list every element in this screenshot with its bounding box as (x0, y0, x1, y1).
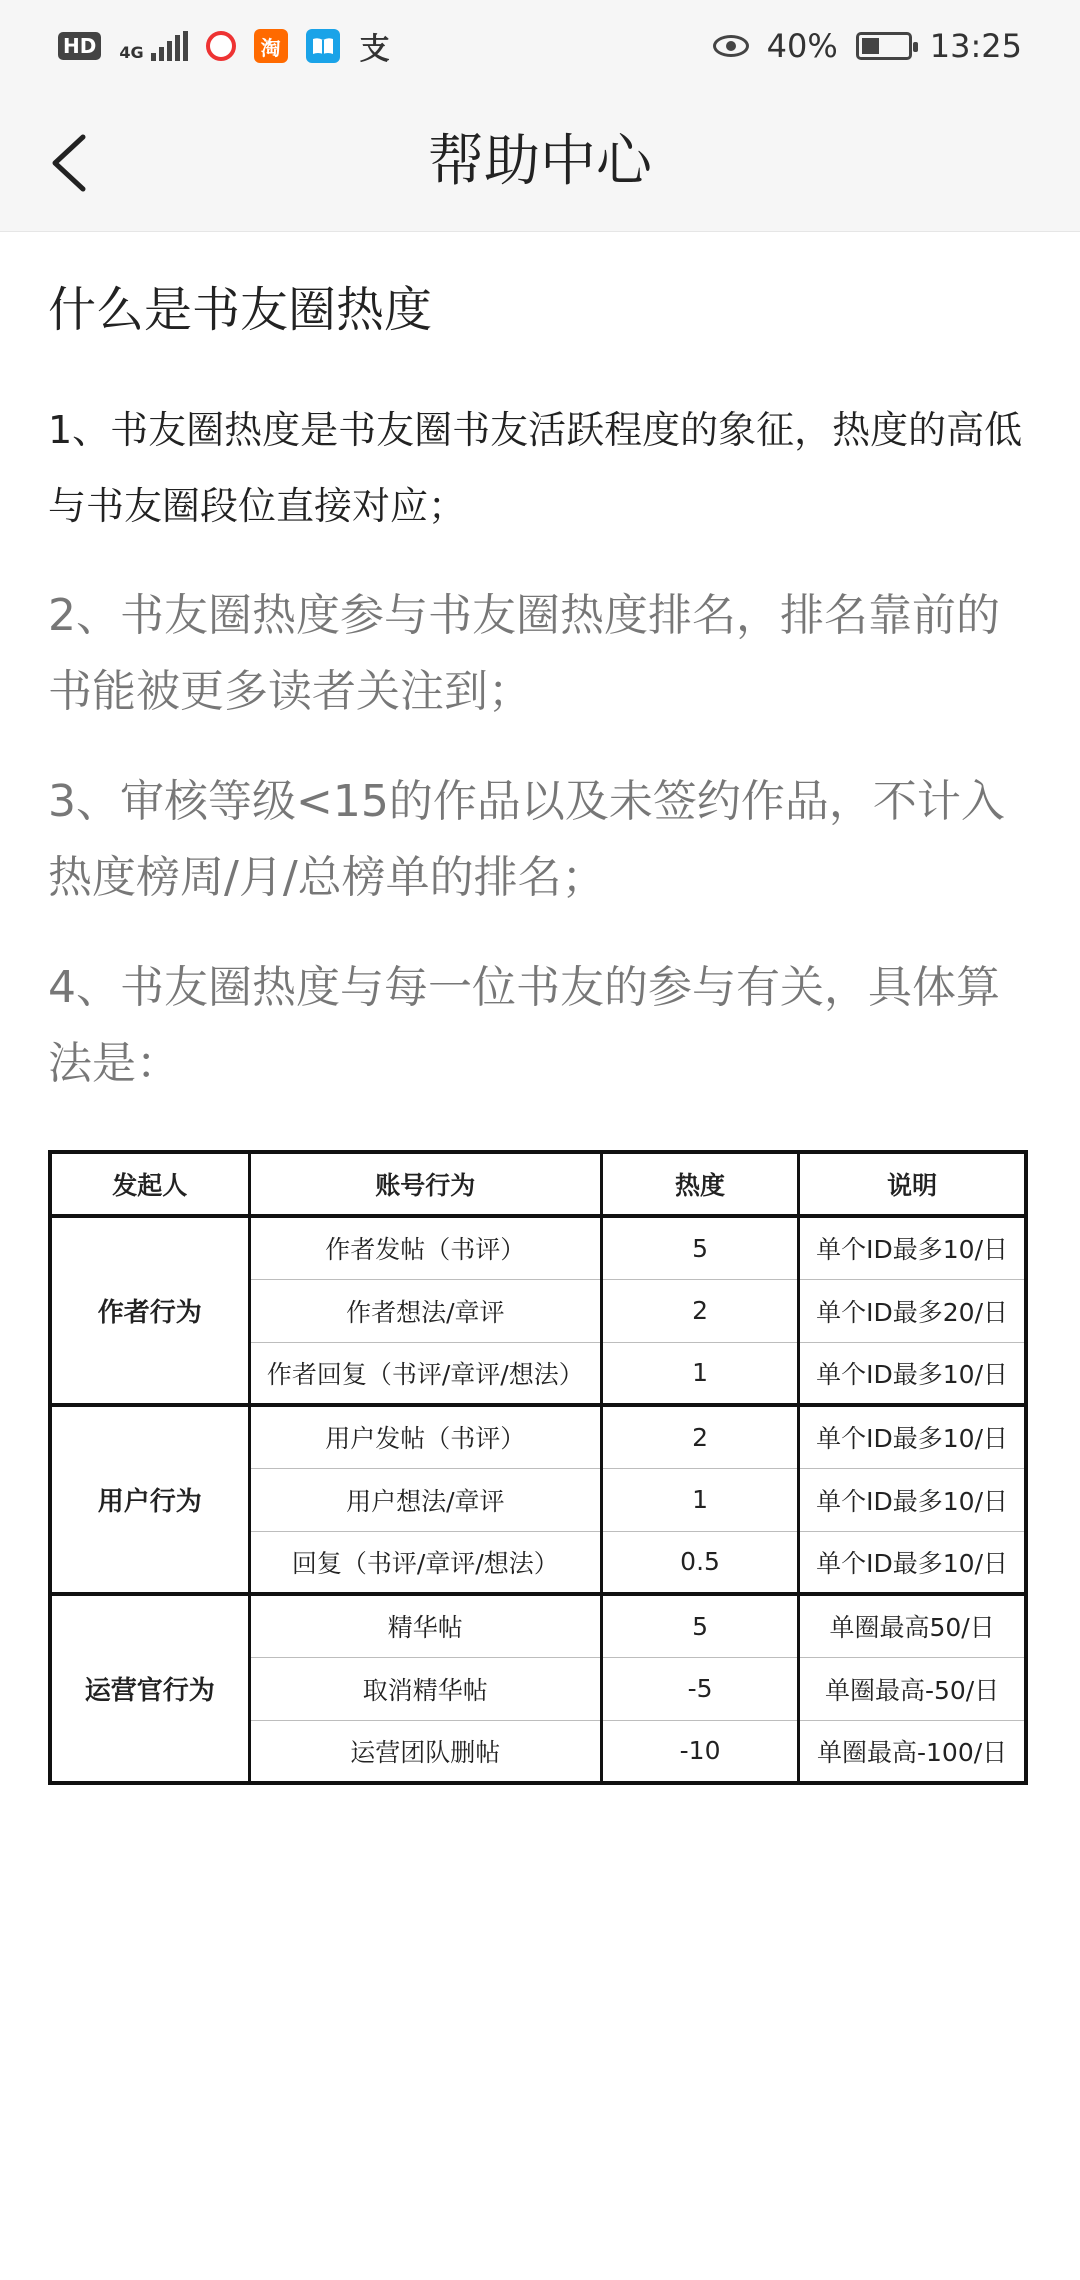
battery-icon (856, 32, 912, 60)
heat-rules-table (48, 1150, 1028, 1785)
cell-heat: 1 (601, 1342, 798, 1405)
cell-note: 单个ID最多20/日 (799, 1279, 1026, 1342)
cell-note: 单个ID最多10/日 (799, 1405, 1026, 1468)
paragraph-2: 2、书友圈热度参与书友圈热度排名，排名靠前的书能被更多读者关注到； (48, 590, 1000, 717)
cell-heat: 1 (601, 1468, 798, 1531)
cell-action: 取消精华帖 (249, 1657, 601, 1720)
cell-action: 用户想法/章评 (249, 1468, 601, 1531)
cell-action: 精华帖 (249, 1594, 601, 1657)
heat-rules-table-container (48, 1150, 1028, 1785)
article-title: 什么是书友圈热度 (48, 282, 433, 338)
page-title: 帮助中心 (428, 129, 652, 194)
status-left (58, 29, 392, 67)
cell-heat: 5 (601, 1594, 798, 1657)
help-article (48, 232, 1032, 1785)
cell-heat: 2 (601, 1405, 798, 1468)
weibo-icon (206, 31, 236, 61)
table-row (50, 1405, 1026, 1468)
cell-note: 单个ID最多10/日 (799, 1468, 1026, 1531)
cell-action: 用户发帖（书评） (249, 1405, 601, 1468)
cell-note: 单个ID最多10/日 (799, 1342, 1026, 1405)
cell-heat: 5 (601, 1216, 798, 1279)
cell-note: 单圈最高50/日 (799, 1594, 1026, 1657)
cell-action: 作者发帖（书评） (249, 1216, 601, 1279)
taobao-icon: 淘 (254, 29, 288, 63)
battery-fill (862, 38, 880, 54)
paragraph-1: 1、书友圈热度是书友圈书友活跃程度的象征，热度的高低与书友圈段位直接对应； (48, 408, 1023, 528)
cell-heat: -5 (601, 1657, 798, 1720)
signal-icon (119, 31, 187, 61)
status-bar (0, 0, 1080, 92)
paragraph-4: 4、书友圈热度与每一位书友的参与有关，具体算法是： (48, 962, 1000, 1089)
cell-note: 单圈最高-100/日 (799, 1720, 1026, 1783)
group-initiator: 作者行为 (50, 1216, 249, 1405)
paragraph-3: 3、审核等级<15的作品以及未签约作品，不计入热度榜周/月/总榜单的排名； (48, 776, 1005, 903)
battery-percent: 40% (766, 27, 838, 65)
alipay-icon: 支 (359, 32, 390, 67)
clock: 13:25 (929, 27, 1022, 65)
eye-protection-icon (713, 35, 749, 57)
book-icon (306, 29, 340, 63)
header-action: 账号行为 (249, 1152, 601, 1216)
cell-note: 单个ID最多10/日 (799, 1531, 1026, 1594)
group-initiator: 运营官行为 (50, 1594, 249, 1783)
hd-icon: HD (58, 32, 101, 60)
group-initiator: 用户行为 (50, 1405, 249, 1594)
cell-heat: -10 (601, 1720, 798, 1783)
cell-note: 单圈最高-50/日 (799, 1657, 1026, 1720)
cell-note: 单个ID最多10/日 (799, 1216, 1026, 1279)
cell-action: 回复（书评/章评/想法） (249, 1531, 601, 1594)
cell-action: 运营团队删帖 (249, 1720, 601, 1783)
cell-action: 作者想法/章评 (249, 1279, 601, 1342)
network-type: 4G (119, 43, 144, 62)
table-header-row (50, 1152, 1026, 1216)
header-initiator: 发起人 (50, 1152, 249, 1216)
status-right (713, 27, 1022, 65)
header-heat: 热度 (601, 1152, 798, 1216)
cell-action: 作者回复（书评/章评/想法） (249, 1342, 601, 1405)
top-navigation-bar (0, 92, 1080, 232)
header-note: 说明 (799, 1152, 1026, 1216)
cell-heat: 2 (601, 1279, 798, 1342)
cell-heat: 0.5 (601, 1531, 798, 1594)
table-row (50, 1216, 1026, 1279)
table-row (50, 1594, 1026, 1657)
